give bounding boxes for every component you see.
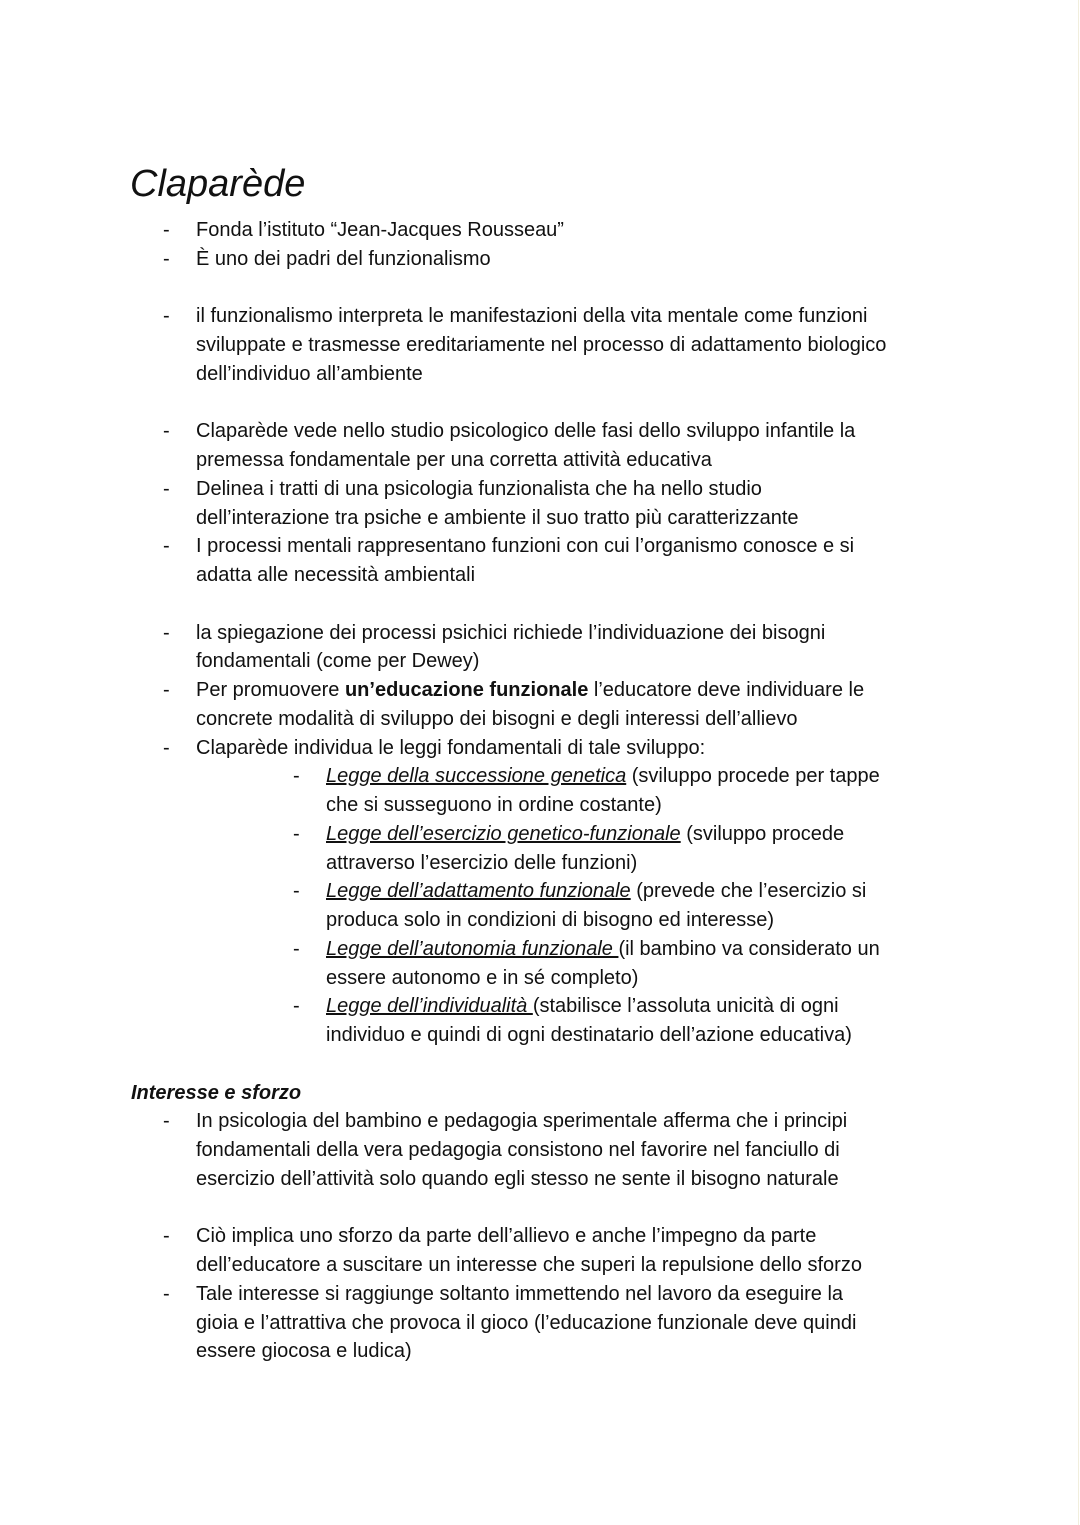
list-item-line: dell’interazione tra psiche e ambiente il suo tratto più caratterizzante [196,506,799,529]
section-heading: Interesse e sforzo [131,1081,302,1104]
bullet-dash: - [293,995,300,1018]
list-item-line: esercizio dell’attività solo quando egli stesso ne sente il bisogno naturale [196,1167,839,1190]
bullet-dash: - [163,219,170,241]
law-description-cont: attraverso l’esercizio delle funzioni) [326,851,638,874]
bullet-dash: - [293,880,300,903]
list-item-line: Claparède vede nello studio psicologico delle fasi dello sviluppo infantile la [196,420,856,443]
list-item-line: I processi mentali rappresentano funzioni con cui l’organismo conosce e si [196,535,855,558]
list-item-line: In psicologia del bambino e pedagogia sperimentale afferma che i principi [196,1110,848,1133]
text: Per promuovere [196,679,345,701]
law-description: (prevede che l’esercizio si [630,880,867,903]
list-item-line: essere giocosa e ludica) [196,1340,412,1363]
list-item-line: fondamentali della vera pedagogia consistono nel favorire nel fanciullo di [196,1139,840,1161]
law-description-cont: produca solo in condizioni di bisogno ed interesse) [326,909,775,931]
page-title: Claparède [130,163,306,205]
text: l’educatore deve individuare le [588,679,865,701]
law-description: (stabilisce l’assoluta unicità di ogni [532,995,839,1018]
bullet-dash: - [293,765,300,788]
bullet-dash: - [163,1110,170,1133]
law-description: (il bambino va considerato un [618,937,880,960]
law-item [326,877,866,906]
law-description: (sviluppo procede per tappe [626,765,880,788]
bullet-dash: - [163,736,170,759]
list-item-line: concrete modalità di sviluppo dei bisogni e degli interessi dell’allievo [196,707,798,730]
list-item-line: Ciò implica uno sforzo da parte dell’allievo e anche l’impegno da parte [196,1225,817,1248]
list-item-line: premessa fondamentale per una corretta attività educativa [196,449,712,471]
law-description: (sviluppo procede [680,822,845,845]
law-item [326,820,844,849]
bullet-dash: - [163,679,170,701]
bullet-dash: - [163,420,170,443]
bullet-dash: - [163,621,170,644]
list-item-line: gioia e l’attrattiva che provoca il gioco (l’educazione funzionale deve quindi [196,1311,857,1334]
bullet-dash: - [163,1282,170,1305]
bullet-dash: - [163,247,170,270]
list-item-line: Delinea i tratti di una psicologia funzionalista che ha nello studio [196,477,762,500]
law-item [326,935,880,964]
bullet-dash: - [293,822,300,845]
list-item-line: sviluppate e trasmesse ereditariamente nel processo di adattamento biologico [196,334,887,356]
bold-term: un’educazione funzionale [344,679,589,701]
bullet-dash: - [163,477,170,500]
law-item [326,992,839,1021]
bullet-dash: - [163,1225,170,1248]
law-description-cont: individuo e quindi di ogni destinatario dell’azione educativa) [326,1024,852,1046]
list-item-line: adatta alle necessità ambientali [196,564,476,586]
bullet-dash: - [163,535,170,558]
list-item-line: la spiegazione dei processi psichici richiede l’individuazione dei bisogni [196,621,826,644]
law-term: Legge della successione genetica [326,765,627,788]
list-item-line: il funzionalismo interpreta le manifestazioni della vita mentale come funzioni [196,305,868,328]
law-term: Legge dell’adattamento funzionale [326,880,631,903]
bullet-dash: - [293,937,300,960]
list-item-line: fondamentali (come per Dewey) [196,650,480,673]
list-item-line: Fonda l’istituto “Jean-Jacques Rousseau” [196,219,564,241]
law-description-cont: che si susseguono in ordine costante) [326,794,662,816]
law-description-cont: essere autonomo e in sé completo) [326,966,639,989]
law-term: Legge dell’esercizio genetico-funzionale [326,822,681,845]
bullet-dash: - [163,305,170,328]
list-item-line: È uno dei padri del funzionalismo [196,247,491,270]
list-item-line: Claparède individua le leggi fondamentali di tale sviluppo: [196,736,706,759]
list-item-line: dell’educatore a suscitare un interesse che superi la repulsione dello sforzo [196,1254,862,1276]
page-edge [1078,0,1079,1525]
list-item-line [196,676,864,705]
list-item-line: dell’individuo all’ambiente [196,362,423,385]
list-item-line: Tale interesse si raggiunge soltanto immettendo nel lavoro da eseguire la [196,1282,844,1305]
law-term: Legge dell’autonomia funzionale [326,937,619,960]
law-item [326,762,880,791]
law-term: Legge dell’individualità [326,995,533,1018]
